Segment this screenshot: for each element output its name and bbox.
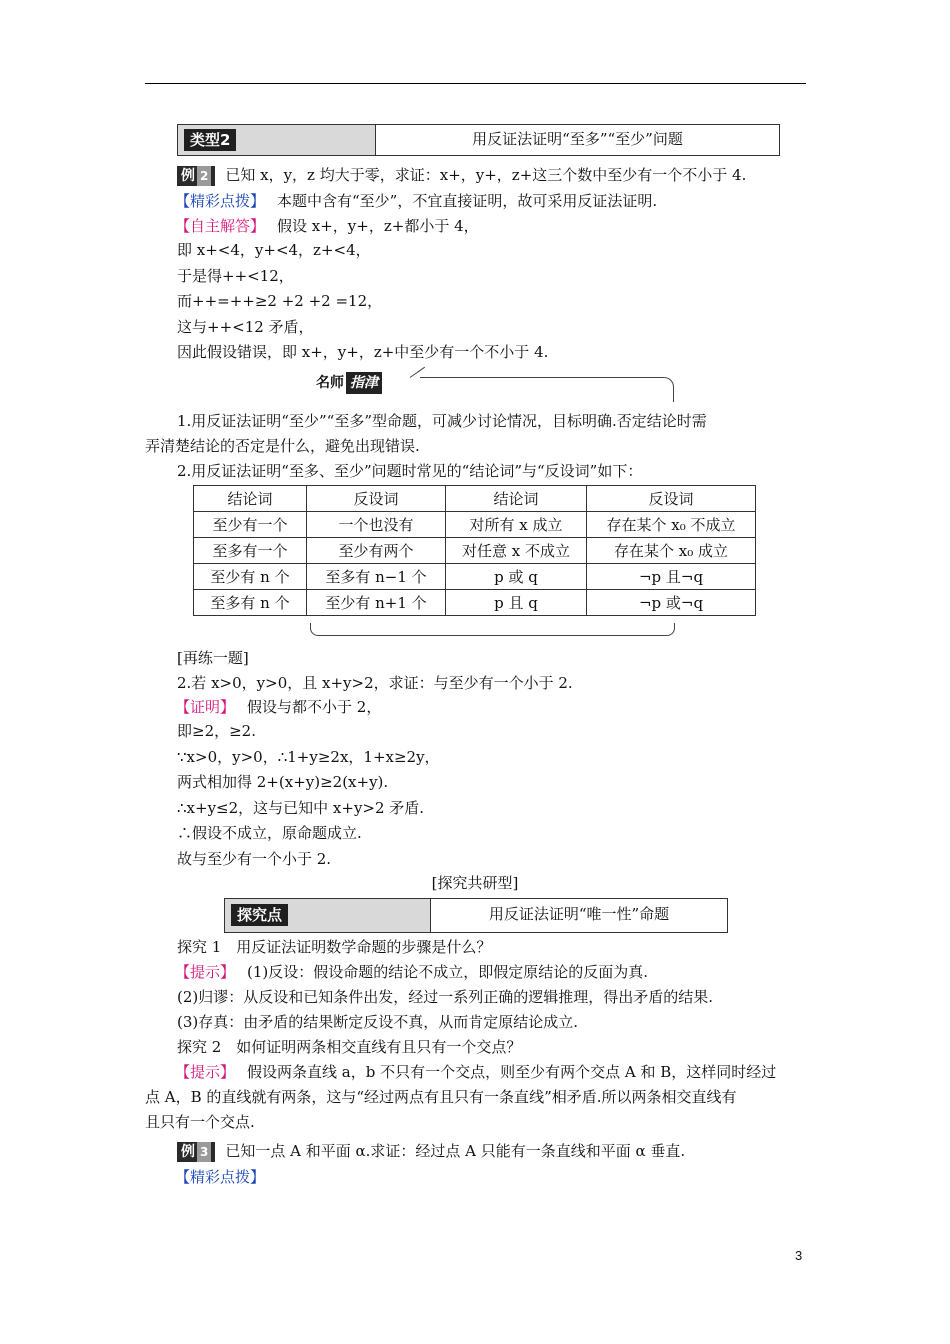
teacher-tip-tag <box>316 372 382 394</box>
example-number: 2 <box>197 166 211 186</box>
table-decor-brace <box>310 623 675 636</box>
table-row <box>194 538 756 564</box>
proof-line <box>175 694 381 720</box>
proof-first-text: 假设与都不小于 2， <box>247 698 382 716</box>
example-tag <box>177 1142 215 1162</box>
hint-text: 本题中含有“至少”，不宜直接证明，故可采用反证法证明. <box>277 192 658 210</box>
table-cell: p 或 q <box>446 564 587 590</box>
type-caption: 用反证法证明“至多”“至少”问题 <box>375 125 779 155</box>
proof-step: ∴假设不成立，原命题成立. <box>177 824 362 842</box>
proof-label: 【证明】 <box>175 698 236 716</box>
table-cell: ¬p 或¬q <box>587 590 756 616</box>
hint-label: 【精彩点拨】 <box>175 192 266 210</box>
example-3 <box>177 1139 685 1163</box>
explore-1-answer-2: (2)归谬：从反设和已知条件出发，经过一系列正确的逻辑推理，得出矛盾的结果. <box>177 988 714 1006</box>
prompt-label: 【提示】 <box>175 1063 236 1081</box>
explore-1-question: 探究 1 用反证法证明数学命题的步骤是什么？ <box>177 938 492 956</box>
hint-line <box>175 188 657 214</box>
explore-1-answer-1: (1)反设：假设命题的结论不成立，即假定原结论的反面为真. <box>247 963 649 981</box>
type-tag: 类型2 <box>184 129 236 151</box>
page-number: 3 <box>795 1248 803 1263</box>
example-tag-label: 例 <box>181 1144 195 1160</box>
header-rule <box>145 83 806 84</box>
example-2-text: 已知 x，y，z 均大于零，求证：x+，y+，z+这三个数中至少有一个不小于 4. <box>225 166 747 184</box>
solve-step: 而++=++≥2 +2 +2 =12， <box>177 292 383 310</box>
example-tag-label: 例 <box>181 168 195 184</box>
hint-3-label: 【精彩点拨】 <box>175 1168 266 1186</box>
tip-1-line-1: 1.用反证法证明“至少”“至多”型命题，可减少讨论情况，目标明确.否定结论时需 <box>177 412 707 430</box>
table-cell: 至少有两个 <box>307 538 446 564</box>
table-row <box>194 590 756 616</box>
solve-step: 因此假设错误，即 x+，y+，z+中至少有一个不小于 4. <box>177 343 549 361</box>
table-cell: ¬p 且¬q <box>587 564 756 590</box>
solve-label: 【自主解答】 <box>175 217 266 235</box>
solve-line <box>175 213 479 239</box>
practice-label: [再练一题] <box>177 649 249 667</box>
table-header-row <box>194 486 756 512</box>
solve-first-text: 假设 x+，y+，z+都小于 4， <box>277 217 479 235</box>
table-row <box>194 512 756 538</box>
teacher-tip-tag-a: 名师 <box>316 375 344 391</box>
proof-step: 故与至少有一个小于 2. <box>177 849 332 868</box>
table-cell: 一个也没有 <box>307 512 446 538</box>
teacher-tip-tag-b: 指津 <box>346 372 382 394</box>
explore-1-answer-3: (3)存真：由矛盾的结果断定反设不真，从而肯定原结论成立. <box>177 1013 579 1031</box>
example-3-text: 已知一点 A 和平面 α.求证：经过点 A 只能有一条直线和平面 α 垂直. <box>225 1142 686 1160</box>
practice-question: 2.若 x>0，y>0，且 x+y>2，求证：与至少有一个小于 2. <box>177 674 573 692</box>
table-cell: 至少有 n+1 个 <box>307 590 446 616</box>
prompt-label: 【提示】 <box>175 963 236 981</box>
explore-2-answer-line <box>175 1059 776 1085</box>
table-cell: 存在某个 x₀ 不成立 <box>587 512 756 538</box>
hint-3-line <box>175 1164 265 1190</box>
table-cell: 至多有 n−1 个 <box>307 564 446 590</box>
table-row <box>194 564 756 590</box>
solve-steps <box>177 238 548 366</box>
tip-1-line-2: 弄清楚结论的否定是什么，避免出现错误. <box>145 437 420 455</box>
explore-tag: 探究点 <box>231 904 288 926</box>
table-cell: 存在某个 x₀ 成立 <box>587 538 756 564</box>
explore-2-answer-3: 且只有一个交点. <box>145 1113 255 1131</box>
table-header: 结论词 <box>446 486 587 512</box>
table-cell: 对任意 x 不成立 <box>446 538 587 564</box>
explore-2-answer-2: 点 A，B 的直线就有两条，这与“经过两点有且只有一条直线”相矛盾.所以两条相交直线有 <box>145 1088 737 1106</box>
tip-2: 2.用反证法证明“至多、至少”问题时常见的“结论词”与“反设词”如下： <box>177 462 643 480</box>
table-header: 反设词 <box>587 486 756 512</box>
example-number: 3 <box>197 1142 211 1162</box>
proof-step: 两式相加得 2+(x+y)≥2(x+y). <box>177 773 389 791</box>
solve-step: 即 x+<4，y+<4，z+<4， <box>177 241 371 259</box>
table-cell: 至少有一个 <box>194 512 307 538</box>
explore-caption: 用反证法证明“唯一性”命题 <box>430 899 727 932</box>
table-cell: 至多有一个 <box>194 538 307 564</box>
type-label-area <box>178 125 375 155</box>
proof-step: ∴x+y≤2，这与已知中 x+y>2 矛盾. <box>177 798 425 817</box>
example-2 <box>177 163 746 187</box>
table-cell: 至多有 n 个 <box>194 590 307 616</box>
explore-1-answer-line <box>175 959 648 985</box>
solve-step: 这与++<12 矛盾， <box>177 317 314 336</box>
table-cell: 对所有 x 成立 <box>446 512 587 538</box>
example-tag <box>177 166 215 186</box>
solve-step: 于是得++<12， <box>177 266 294 285</box>
table-cell: p 且 q <box>446 590 587 616</box>
explore-heading-box <box>224 898 728 933</box>
type-heading-box <box>177 124 780 156</box>
proof-step: ∵x>0，y>0，∴1+y≥2x，1+x≥2y， <box>177 747 440 766</box>
explore-2-answer-1: 假设两条直线 a，b 不只有一个交点，则至少有两个交点 A 和 B，这样同时经过 <box>247 1063 777 1081</box>
explore-2-question: 探究 2 如何证明两条相交直线有且只有一个交点？ <box>177 1038 522 1056</box>
table-header: 反设词 <box>307 486 446 512</box>
table-cell: 至少有 n 个 <box>194 564 307 590</box>
conversion-table <box>193 485 756 616</box>
table-header: 结论词 <box>194 486 307 512</box>
explore-label-area <box>225 899 430 932</box>
proof-steps <box>177 719 440 872</box>
tip-decor-curve <box>420 377 674 402</box>
proof-step: 即≥2，≥2. <box>177 722 256 740</box>
section-title: [探究共研型] <box>431 874 519 892</box>
